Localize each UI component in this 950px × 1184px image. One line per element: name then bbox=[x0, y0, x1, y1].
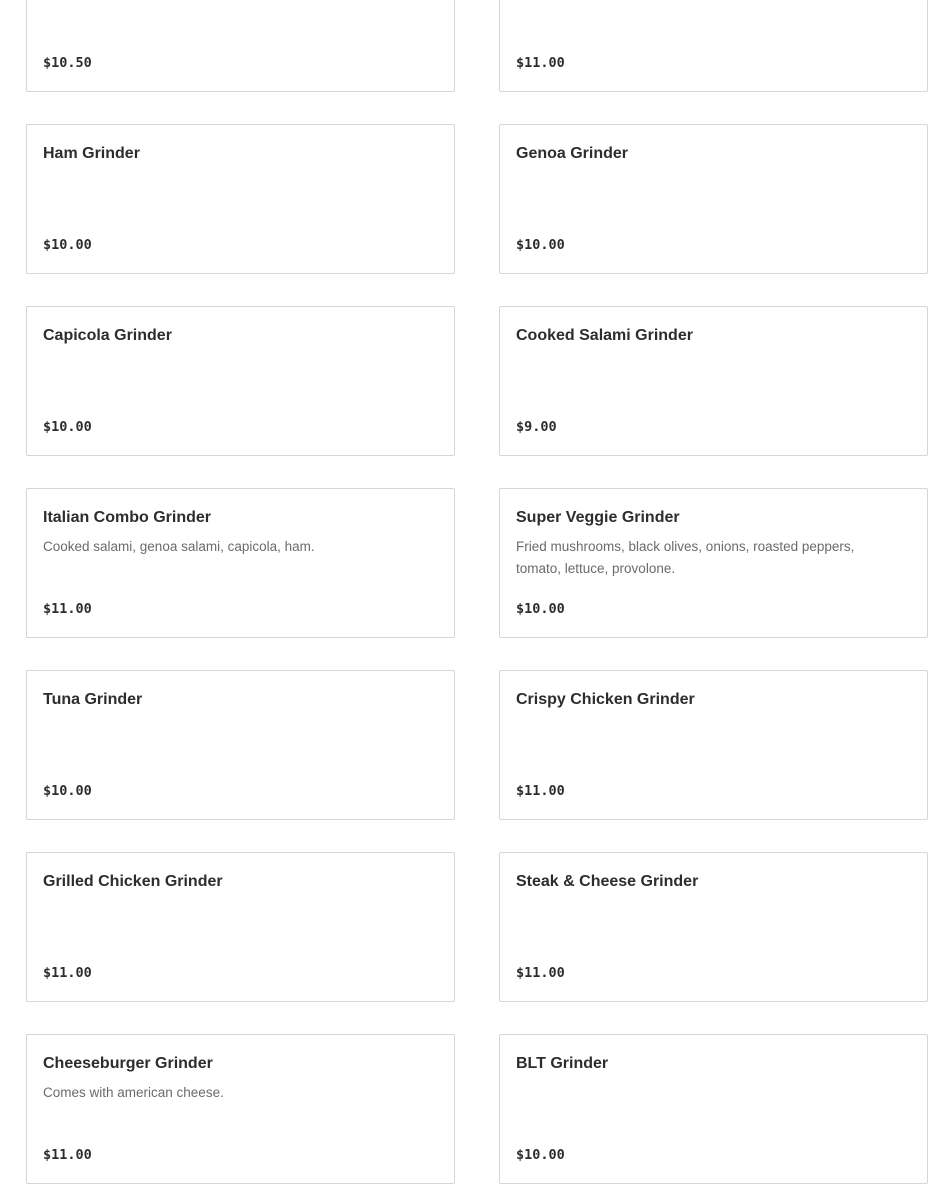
menu-item-name: Cheeseburger Grinder bbox=[43, 1055, 213, 1072]
menu-item-crispy-chicken-grinder[interactable] bbox=[499, 670, 928, 820]
menu-item-price: $11.00 bbox=[516, 965, 565, 981]
menu-item-ham-grinder[interactable] bbox=[26, 124, 455, 274]
menu-item-price: $11.00 bbox=[43, 1147, 92, 1163]
menu-item-description: Comes with american cheese. bbox=[43, 1085, 224, 1100]
menu-item-card[interactable] bbox=[499, 0, 928, 92]
menu-item-price: $10.00 bbox=[516, 601, 565, 617]
menu-item-price: $11.00 bbox=[43, 601, 92, 617]
menu-item-price: $10.00 bbox=[43, 419, 92, 435]
menu-item-steak-cheese-grinder[interactable] bbox=[499, 852, 928, 1002]
menu-item-price: $11.00 bbox=[516, 783, 565, 799]
menu-item-name: Super Veggie Grinder bbox=[516, 509, 680, 526]
menu-item-price: $10.00 bbox=[516, 1147, 565, 1163]
menu-item-price: $10.00 bbox=[43, 783, 92, 799]
menu-item-description: Cooked salami, genoa salami, capicola, ham. bbox=[43, 539, 315, 554]
menu-item-blt-grinder[interactable] bbox=[499, 1034, 928, 1184]
menu-item-grilled-chicken-grinder[interactable] bbox=[26, 852, 455, 1002]
menu-item-name: Steak & Cheese Grinder bbox=[516, 873, 699, 890]
menu-item-description: Fried mushrooms, black olives, onions, roasted peppers, tomato, lettuce, provolone. bbox=[516, 539, 855, 576]
menu-item-name: Italian Combo Grinder bbox=[43, 509, 212, 526]
menu-item-genoa-grinder[interactable] bbox=[499, 124, 928, 274]
menu-item-name: Capicola Grinder bbox=[43, 327, 172, 344]
menu-item-name: Crispy Chicken Grinder bbox=[516, 691, 695, 708]
menu-item-cheeseburger-grinder[interactable] bbox=[26, 1034, 455, 1184]
menu-item-name: Genoa Grinder bbox=[516, 145, 629, 162]
menu-item-italian-combo-grinder[interactable] bbox=[26, 488, 455, 638]
menu-item-price: $9.00 bbox=[516, 419, 557, 435]
menu-item-super-veggie-grinder[interactable] bbox=[499, 488, 928, 638]
menu-items-grid bbox=[26, 0, 928, 1184]
menu-item-capicola-grinder[interactable] bbox=[26, 306, 455, 456]
menu-item-price: $10.50 bbox=[43, 55, 92, 71]
menu-item-name: Cooked Salami Grinder bbox=[516, 327, 693, 344]
menu-item-card[interactable] bbox=[26, 0, 455, 92]
menu-item-price: $11.00 bbox=[43, 965, 92, 981]
menu-item-cooked-salami-grinder[interactable] bbox=[499, 306, 928, 456]
menu-item-price: $10.00 bbox=[516, 237, 565, 253]
menu-item-name: Tuna Grinder bbox=[43, 691, 143, 708]
menu-item-tuna-grinder[interactable] bbox=[26, 670, 455, 820]
menu-item-price: $10.00 bbox=[43, 237, 92, 253]
menu-item-price: $11.00 bbox=[516, 55, 565, 71]
menu-item-name: BLT Grinder bbox=[516, 1055, 609, 1072]
menu-item-name: Ham Grinder bbox=[43, 145, 140, 162]
menu-item-name: Grilled Chicken Grinder bbox=[43, 873, 223, 890]
